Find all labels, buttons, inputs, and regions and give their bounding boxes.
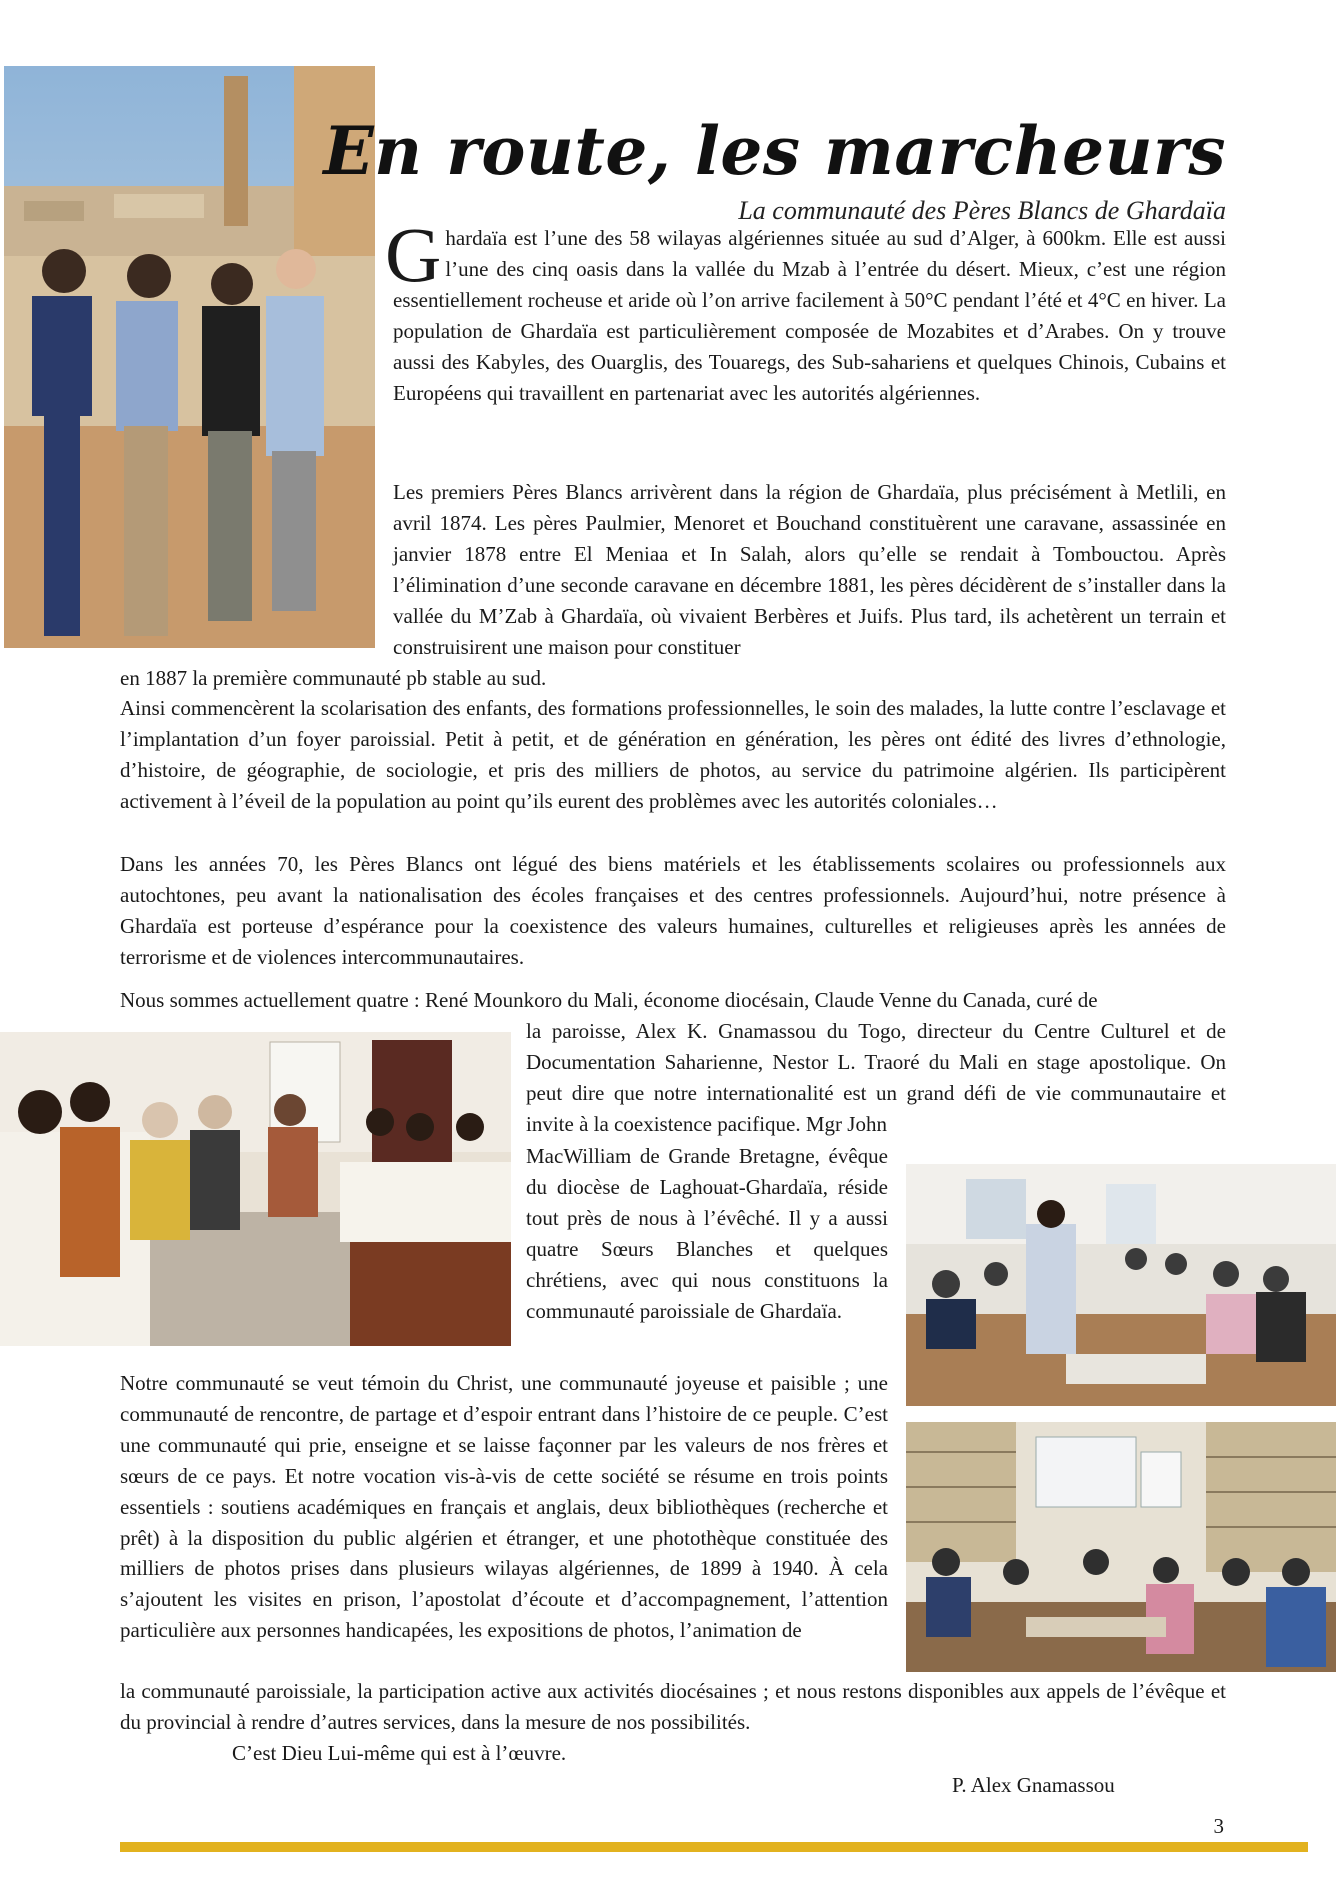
history-paragraph: Les premiers Pères Blancs arrivèrent dans la région de Ghardaïa, plus précisément à Metlili, en avril 1874. Les pères Paulmier, Menoret et Bouchand constituèrent une caravane, assassinée en janvier 1878 entre El Meniaa et In Salah, alors qu’elle se rendait à Tombouctou. Après l’élimination d’une seconde caravane en décembre 1881, les pères décidèrent de s’installer dans la vallée du M’Zab à Ghardaïa, où vivaient Berbères et Juifs. Plus tard, ils achetèrent un terrain et construisirent une maison pour constituer bbox=[393, 480, 1226, 659]
closing-line: C’est Dieu Lui-même qui est à l’œuvre. bbox=[232, 1741, 567, 1765]
photo-library bbox=[906, 1422, 1336, 1672]
members-paragraph-first-line: Nous sommes actuellement quatre : René Mounkoro du Mali, économe diocésain, Claude Venne du Canada, curé de bbox=[120, 988, 1098, 1012]
legacy-paragraph: Dans les années 70, les Pères Blancs ont légué des biens matériels et les établissements scolaires ou professionnels aux autochtones, peu avant la nationalisation des écoles françaises et des centres professionnels. Aujourd’hui, notre présence à Ghardaïa est porteuse d’espérance pour la coexistence des valeurs humaines, culturelles et religieuses après les années de terrorisme et de violences intercommunautaires. bbox=[120, 852, 1226, 969]
drop-cap: G bbox=[385, 211, 442, 298]
page-number: 3 bbox=[1213, 1814, 1224, 1838]
members-paragraph-continued: MacWilliam de Grande Bretagne, évêque du diocèse de Laghouat-Ghardaïa, réside tout près de nous à l’évêché. Il y a aussi quatre Sœurs Blanches et quelques chrétiens, avec qui nous constituons la communauté paroissiale de Ghardaïa. bbox=[526, 1144, 888, 1323]
history-paragraph-tail: en 1887 la première communauté pb stable au sud. bbox=[120, 666, 547, 690]
intro-text: hardaïa est l’une des 58 wilayas algériennes située au sud d’Alger, à 600km. Elle est aussi l’une des cinq oasis dans la vallée du Mzab à l’entrée du désert. Mieux, c’est une région essentiellement rocheuse et aride où l’on arrive facilement à 50°C pendant l’été et 4°C en hiver. La population de Ghardaïa est particulièrement composée de Mozabites et d’Arabes. On y trouve aussi des Kabyles, des Ouarglis, des Touaregs, des Sub-sahariens et quelques Chinois, Cubains et Européens qui travaillent en partenariat avec les autorités algériennes. bbox=[393, 226, 1226, 405]
works-paragraph: Ainsi commencèrent la scolarisation des enfants, des formations professionnelles, le soin des malades, la lutte contre l’esclavage et l’implantation d’un foyer paroissial. Petit à petit, et de génération en génération, les pères ont édité des livres d’ethnologie, d’histoire, de géographie, de sociologie, et pris des milliers de photos, au service du patrimoine algérien. Ils participèrent activement à l’éveil de la population au point qu’ils eurent des problèmes avec les autorités coloniales… bbox=[120, 696, 1226, 813]
photo-prayer-meeting bbox=[0, 1032, 511, 1346]
photo-four-fathers-rooftop bbox=[4, 66, 375, 648]
article-subtitle: La communauté des Pères Blancs de Ghardaïa bbox=[738, 196, 1226, 225]
author-signature: P. Alex Gnamassou bbox=[952, 1773, 1115, 1797]
article-title: En route, les marcheurs bbox=[323, 112, 1226, 190]
photo-classroom bbox=[906, 1164, 1336, 1406]
members-paragraph: la paroisse, Alex K. Gnamassou du Togo, directeur du Centre Culturel et de Documentation Saharienne, Nestor L. Traoré du Mali en stage apostolique. On peut dire que notre internationalité est un grand défi de vie communautaire et invite à la coexistence pacifique. Mgr John bbox=[526, 1019, 1226, 1136]
mission-paragraph: Notre communauté se veut témoin du Christ, une communauté joyeuse et paisible ; une communauté de rencontre, de partage et d’espoir entrant dans l’histoire de ce peuple. C’est une communauté qui prie, enseigne et se laisse façonner par les valeurs de nos frères et sœurs de ce pays. Et notre vocation vis-à-vis de cette société se résume en trois points essentiels : soutiens académiques en français et anglais, deux bibliothèques (recherche et prêt) à la disposition du public algérien et étranger, et une photothèque constituée des milliers de photos prises dans plusieurs wilayas algériennes, de 1899 à 1940. À cela s’ajoutent les visites en prison, l’apostolat d’écoute et d’accompagnement, l’attention particulière aux personnes handicapées, les expositions de photos, l’animation de bbox=[120, 1371, 888, 1643]
mission-paragraph-continued: la communauté paroissiale, la participation active aux activités diocésaines ; et nous restons disponibles aux appels de l’évêque et du provincial à rendre d’autres services, dans la mesure de nos possibilités. bbox=[120, 1679, 1226, 1734]
footer-rule bbox=[120, 1842, 1308, 1852]
intro-paragraph bbox=[385, 211, 1226, 408]
